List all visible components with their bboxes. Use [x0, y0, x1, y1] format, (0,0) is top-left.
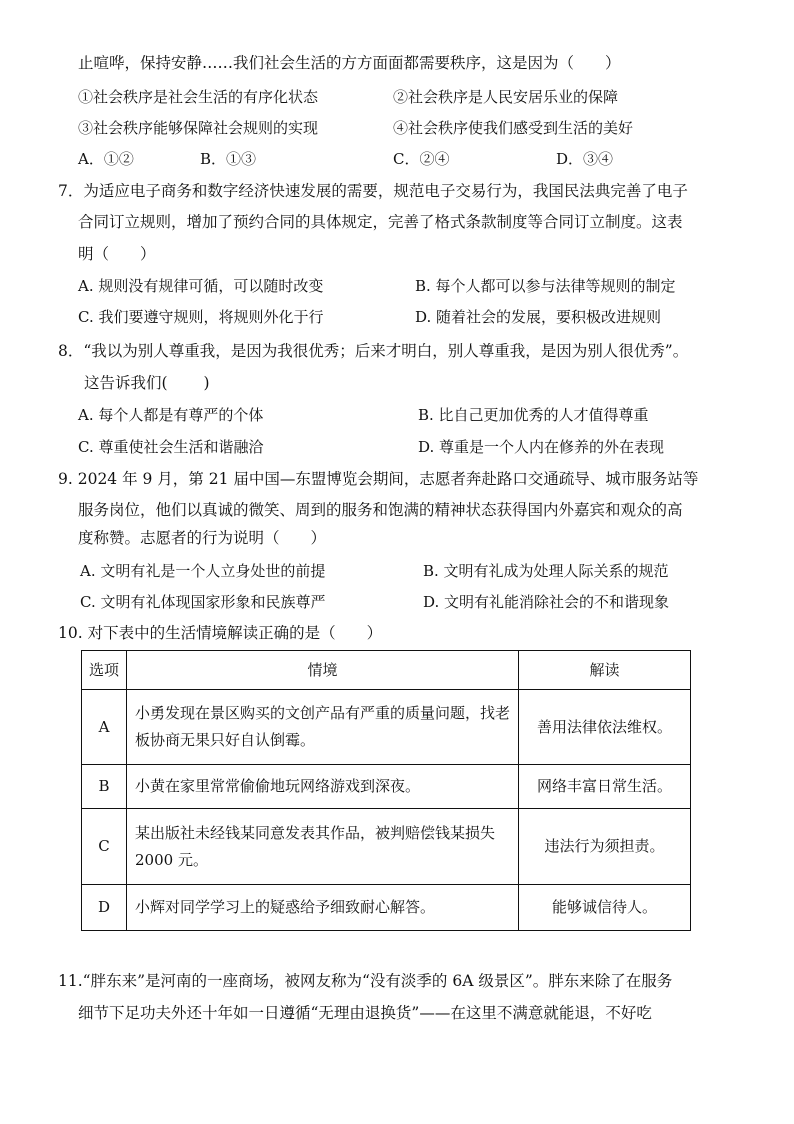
q7-stem-line-1: 7．为适应电子商务和数字经济快速发展的需要，规范电子交易行为，我国民法典完善了电子 [58, 182, 688, 200]
q7-option-d: D. 随着社会的发展，要积极改进规则 [415, 308, 662, 326]
q8-option-a: A. 每个人都是有尊严的个体 [78, 406, 264, 424]
q9-option-b: B. 文明有礼成为处理人际关系的规范 [423, 562, 669, 580]
q6-statement-1: ①社会秩序是社会生活的有序化状态 [78, 88, 319, 106]
table-row [82, 690, 691, 765]
q7-option-b: B. 每个人都可以参与法律等规则的制定 [415, 277, 676, 295]
q11-stem-line-2: 细节下足功夫外还十年如一日遵循“无理由退换货”——在这里不满意就能退，不好吃 [78, 1004, 652, 1022]
q6-statement-3: ③社会秩序能够保障社会规则的实现 [78, 119, 319, 137]
row-situation: 小勇发现在景区购买的文创产品有严重的质量问题，找老板协商无果只好自认倒霉。 [127, 690, 519, 765]
row-reading: 能够诚信待人。 [519, 885, 691, 931]
row-option: A [82, 690, 127, 765]
q6-option-c: C．②④ [393, 150, 450, 168]
row-situation: 某出版社未经钱某同意发表其作品，被判赔偿钱某损失 2000 元。 [127, 809, 519, 885]
table-row [82, 765, 691, 809]
q6-stem: 止喧哗，保持安静……我们社会生活的方方面面都需要秩序，这是因为（ ） [78, 54, 621, 72]
table-row [82, 809, 691, 885]
header-situation: 情境 [127, 651, 519, 690]
q7-stem-line-3: 明（ ） [78, 245, 156, 263]
header-option: 选项 [82, 651, 127, 690]
q7-stem-line-2: 合同订立规则，增加了预约合同的具体规定，完善了格式条款制度等合同订立制度。这表 [78, 213, 683, 231]
q6-statement-2: ②社会秩序是人民安居乐业的保障 [393, 88, 619, 106]
q10-stem: 10. 对下表中的生活情境解读正确的是（ ） [58, 624, 383, 642]
q6-statement-4: ④社会秩序使我们感受到生活的美好 [393, 119, 634, 137]
q9-option-d: D. 文明有礼能消除社会的不和谐现象 [423, 593, 670, 611]
q6-option-a: A．①② [78, 150, 134, 168]
row-option: B [82, 765, 127, 809]
row-option: C [82, 809, 127, 885]
table-header-row [82, 651, 691, 690]
row-option: D [82, 885, 127, 931]
q10-situation-table [81, 650, 691, 931]
q9-option-a: A. 文明有礼是一个人立身处世的前提 [80, 562, 326, 580]
row-situation: 小辉对同学学习上的疑惑给予细致耐心解答。 [127, 885, 519, 931]
q9-stem-line-2: 服务岗位，他们以真诚的微笑、周到的服务和饱满的精神状态获得国内外嘉宾和观众的高 [78, 501, 683, 519]
q8-option-c: C. 尊重使社会生活和谐融洽 [78, 438, 264, 456]
q7-option-c: C. 我们要遵守规则，将规则外化于行 [78, 308, 324, 326]
table-row [82, 885, 691, 931]
q9-stem-line-1: 9. 2024 年 9 月，第 21 届中国—东盟博览会期间，志愿者奔赴路口交通疏导、城市服务站等 [58, 470, 699, 488]
row-reading: 违法行为须担责。 [519, 809, 691, 885]
row-situation: 小黄在家里常常偷偷地玩网络游戏到深夜。 [127, 765, 519, 809]
q8-option-d: D. 尊重是一个人内在修养的外在表现 [418, 438, 665, 456]
q8-stem-line-1: 8．“我以为别人尊重我，是因为我很优秀；后来才明白，别人尊重我，是因为别人很优秀”。 [58, 342, 689, 360]
q7-option-a: A. 规则没有规律可循，可以随时改变 [78, 277, 324, 295]
q8-option-b: B. 比自己更加优秀的人才值得尊重 [418, 406, 649, 424]
row-reading: 善用法律依法维权。 [519, 690, 691, 765]
q9-stem-line-3: 度称赞。志愿者的行为说明（ ） [78, 529, 327, 547]
q8-stem-line-2: 这告诉我们( ) [84, 374, 210, 392]
q6-option-b: B．①③ [200, 150, 257, 168]
q6-option-d: D．③④ [556, 150, 614, 168]
header-reading: 解读 [519, 651, 691, 690]
q9-option-c: C. 文明有礼体现国家形象和民族尊严 [80, 593, 326, 611]
row-reading: 网络丰富日常生活。 [519, 765, 691, 809]
q11-stem-line-1: 11.“胖东来”是河南的一座商场，被网友称为“没有淡季的 6A 级景区”。胖东来除了在服务 [58, 972, 673, 990]
